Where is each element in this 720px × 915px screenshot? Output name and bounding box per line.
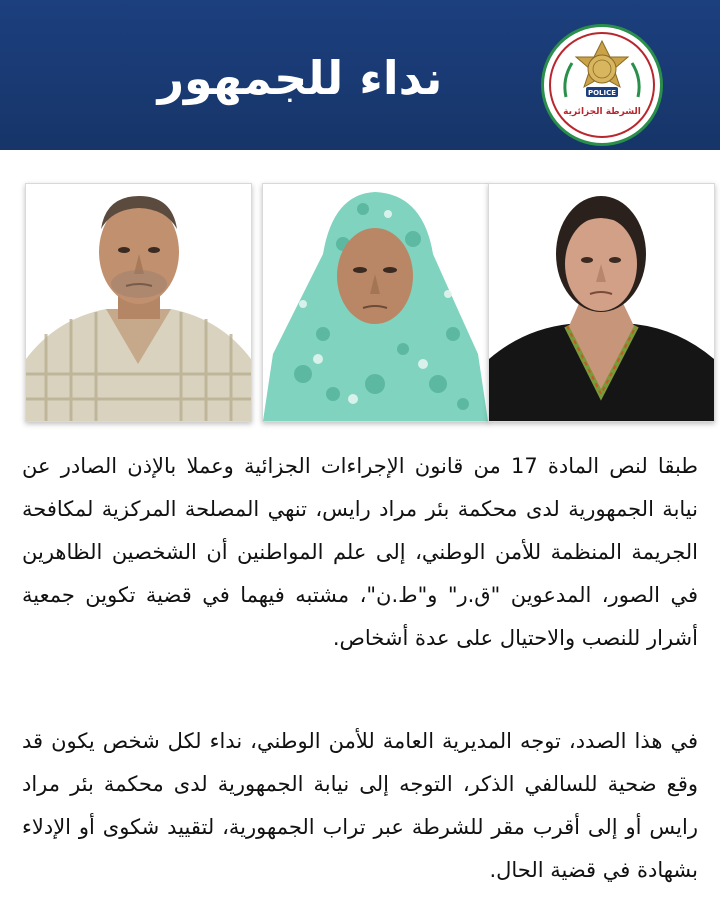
woman-headscarf-portrait-image: [263, 184, 488, 421]
police-badge-icon: [544, 27, 660, 143]
person-photo-3: [488, 183, 715, 422]
person-photo-1: [25, 183, 252, 422]
announcement-paragraph-1: طبقا لنص المادة 17 من قانون الإجراءات الجزائية وعملا بالإذن الصادر عن نيابة الجمهورية لدى محكمة بئر مراد رايس، تنهي المصلحة المركزية لمكافحة الجريمة المنظمة للأمن الوطني، إلى علم المواطنين أن الشخصين الظاهرين في الصور، المدعوين "ق.ر" و"ط.ن"، مشتبه فيهما في قضية تكوين جمعية أشرار للنصب والاحتيال على عدة أشخاص.: [22, 454, 699, 650]
header-banner: [0, 0, 720, 150]
announcement-paragraph-2: في هذا الصدد، توجه المديرية العامة للأمن الوطني، نداء لكل شخص يكون قد وقع ضحية للسالفي الذكر، التوجه إلى نيابة الجمهورية لدى محكمة بئر مراد رايس أو إلى أقرب مقر للشرطة عبر تراب الجمهورية، لتقييد شكوى أو الإدلاء بشهادة في قضية الحال.: [22, 729, 698, 882]
person-photo-2: [262, 183, 489, 422]
page-title: نداء للجمهور: [157, 51, 443, 105]
woman-portrait-image: [489, 184, 714, 421]
logo-caption: الشرطة الجزائرية: [563, 107, 641, 117]
man-portrait-image: [26, 184, 251, 421]
police-label: POLICE: [587, 89, 617, 97]
police-logo: [541, 24, 663, 146]
